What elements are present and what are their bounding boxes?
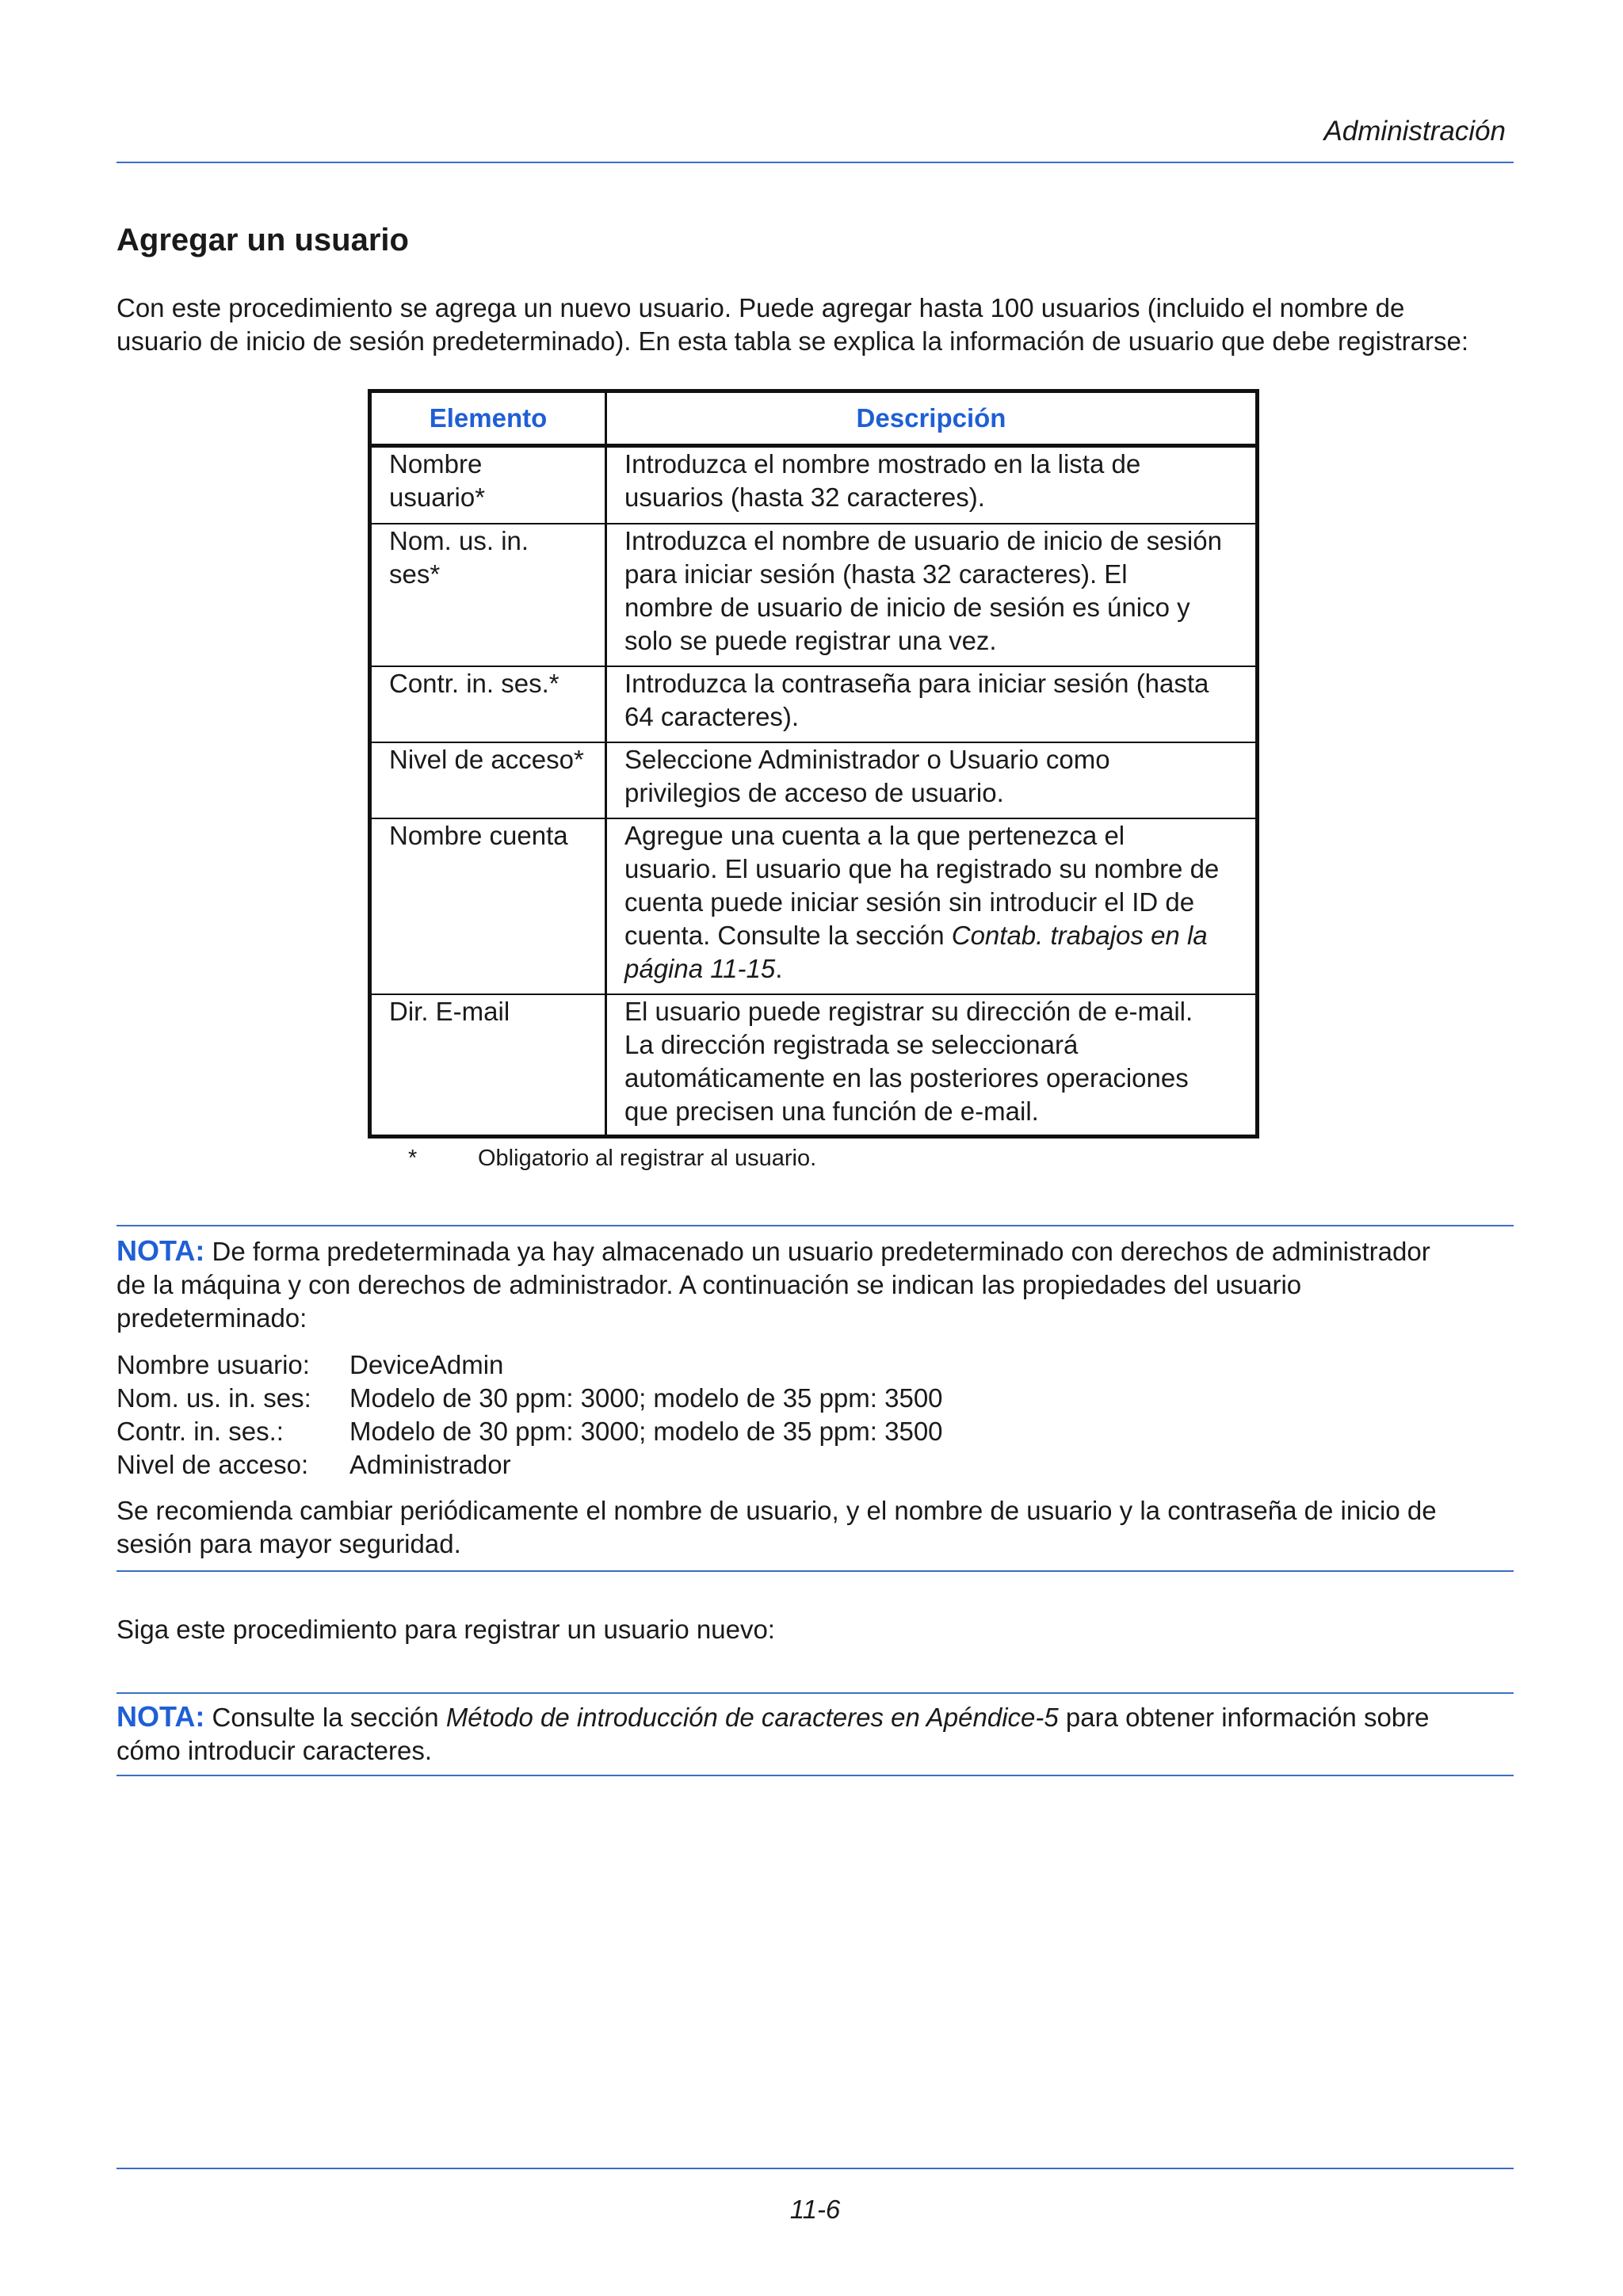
property-value: DeviceAdmin <box>349 1350 504 1379</box>
column-header-descripcion: Descripción <box>606 391 1258 446</box>
cross-reference-link[interactable]: página 11-15 <box>624 953 776 983</box>
note-bottom-rule <box>116 1570 1514 1572</box>
property-value: Administrador <box>349 1450 511 1479</box>
procedure-intro: Siga este procedimiento para registrar un usuario nuevo: <box>116 1615 775 1644</box>
note-line: de la máquina y con derechos de administrador. A continuación se indican las propiedades del usuario <box>116 1270 1302 1299</box>
table-cell-description <box>606 994 1258 1137</box>
cell-line <box>624 952 1243 986</box>
note-line <box>116 1700 1514 1734</box>
cell-line: Introduzca la contraseña para iniciar sesión (hasta <box>624 668 1209 698</box>
cell-line: El usuario puede registrar su dirección de e-mail. <box>624 996 1193 1026</box>
running-header: Administración <box>1323 116 1506 147</box>
cell-line: privilegios de acceso de usuario. <box>624 777 1004 807</box>
table-cell-description <box>606 818 1258 994</box>
table-cell-element <box>370 994 606 1137</box>
property-key: Nombre usuario: <box>116 1350 310 1379</box>
section-title: Agregar un usuario <box>116 223 409 257</box>
footer-rule <box>116 2168 1514 2169</box>
note-top-rule <box>116 1692 1514 1694</box>
user-info-table <box>368 389 1259 1138</box>
cell-line: usuario* <box>389 482 486 512</box>
cell-line: Seleccione Administrador o Usuario como <box>624 744 1110 774</box>
property-value: Modelo de 30 ppm: 3000; modelo de 35 ppm: 3500 <box>349 1383 943 1413</box>
cell-text: cuenta. Consulte la sección <box>624 920 952 950</box>
table-row <box>370 666 1258 742</box>
note-text: Consulte la sección <box>204 1703 446 1732</box>
note-line <box>116 1234 1514 1268</box>
column-header-elemento: Elemento <box>370 391 606 446</box>
intro-line: Con este procedimiento se agrega un nuevo usuario. Puede agregar hasta 100 usuarios (incluido el nombre de <box>116 293 1405 322</box>
cell-line: Nom. us. in. <box>389 525 529 555</box>
property-key: Contr. in. ses.: <box>116 1417 284 1446</box>
note-line: Se recomienda cambiar periódicamente el nombre de usuario, y el nombre de usuario y la contraseña de inicio de <box>116 1496 1437 1525</box>
cell-line: 64 caracteres). <box>624 701 800 731</box>
note-line: cómo introducir caracteres. <box>116 1736 432 1765</box>
table-row <box>370 818 1258 994</box>
property-value: Modelo de 30 ppm: 3000; modelo de 35 ppm: 3500 <box>349 1417 943 1446</box>
cell-line: cuenta puede iniciar sesión sin introducir el ID de <box>624 887 1195 917</box>
table-cell-element <box>370 742 606 818</box>
cell-line: usuarios (hasta 32 caracteres). <box>624 482 985 512</box>
table-cell-element <box>370 524 606 666</box>
cell-line: ses* <box>389 559 441 589</box>
security-recommendation <box>116 1494 1514 1561</box>
table-row <box>370 742 1258 818</box>
cell-line: Contr. in. ses.* <box>389 668 559 698</box>
user-info-table-wrap <box>368 389 1259 1138</box>
table-cell-description <box>606 666 1258 742</box>
table-row <box>370 994 1258 1137</box>
property-key: Nom. us. in. ses: <box>116 1383 311 1413</box>
cross-reference-link[interactable]: Contab. trabajos en la <box>951 920 1208 950</box>
note-text: De forma predeterminada ya hay almacenado un usuario predeterminado con derechos de administrador <box>204 1237 1430 1266</box>
cell-text: . <box>775 953 783 983</box>
cell-line: La dirección registrada se seleccionará <box>624 1029 1079 1059</box>
property-key: Nivel de acceso: <box>116 1450 309 1479</box>
table-cell-element <box>370 446 606 524</box>
table-cell-description <box>606 446 1258 524</box>
cell-line <box>624 919 1243 952</box>
default-user-properties <box>116 1348 943 1482</box>
cell-line: Nombre cuenta <box>389 820 568 850</box>
footnote-text: Obligatorio al registrar al usuario. <box>478 1146 817 1171</box>
note-line: sesión para mayor seguridad. <box>116 1529 461 1558</box>
table-cell-element <box>370 818 606 994</box>
table-cell-description <box>606 524 1258 666</box>
property-row <box>116 1415 943 1448</box>
cell-line: automáticamente en las posteriores operaciones <box>624 1062 1189 1093</box>
table-row <box>370 446 1258 524</box>
cell-line: para iniciar sesión (hasta 32 caracteres). El <box>624 559 1128 589</box>
note-bottom-rule <box>116 1775 1514 1776</box>
cell-line: nombre de usuario de inicio de sesión es único y <box>624 592 1190 622</box>
document-page <box>116 0 1514 2296</box>
intro-line: usuario de inicio de sesión predeterminado). En esta tabla se explica la información de usuario que debe registrarse: <box>116 326 1468 356</box>
note-line: predeterminado: <box>116 1303 307 1333</box>
table-cell-description <box>606 742 1258 818</box>
header-rule <box>116 162 1514 163</box>
cell-line: que precisen una función de e-mail. <box>624 1096 1039 1126</box>
cell-line: Introduzca el nombre mostrado en la lista de <box>624 449 1141 479</box>
cell-line: Agregue una cuenta a la que pertenezca el <box>624 820 1125 850</box>
footnote-mark: * <box>408 1146 418 1171</box>
note-input-method <box>116 1700 1514 1768</box>
cell-line: usuario. El usuario que ha registrado su nombre de <box>624 853 1220 883</box>
note-label: NOTA: <box>116 1234 205 1267</box>
cell-line: Introduzca el nombre de usuario de inicio de sesión <box>624 525 1222 555</box>
note-default-user <box>116 1234 1514 1335</box>
table-row <box>370 524 1258 666</box>
table-cell-element <box>370 666 606 742</box>
note-text: para obtener información sobre <box>1058 1703 1430 1732</box>
cell-line: Nombre <box>389 449 483 479</box>
note-label: NOTA: <box>116 1700 205 1733</box>
cell-line: Nivel de acceso* <box>389 744 584 774</box>
cell-line: solo se puede registrar una vez. <box>624 625 997 655</box>
property-row <box>116 1348 943 1382</box>
table-header-row <box>370 391 1258 446</box>
cell-line: Dir. E-mail <box>389 996 510 1026</box>
cross-reference-link[interactable]: Método de introducción de caracteres en Apéndice-5 <box>445 1703 1059 1732</box>
table-footnote <box>408 1144 816 1173</box>
intro-paragraph <box>116 292 1514 358</box>
note-top-rule <box>116 1225 1514 1226</box>
property-row <box>116 1382 943 1415</box>
property-row <box>116 1448 943 1482</box>
page-number: 11-6 <box>789 2195 841 2224</box>
